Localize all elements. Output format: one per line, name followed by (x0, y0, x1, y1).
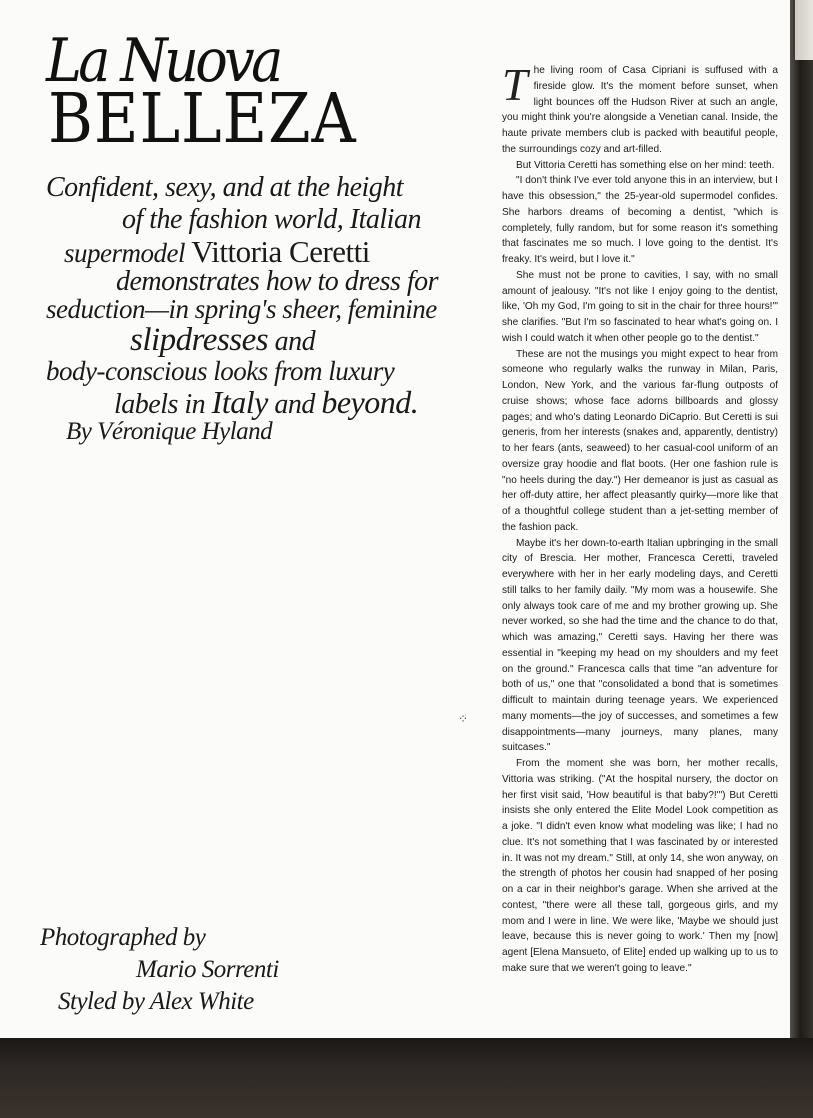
byline: By Véronique Hyland (66, 418, 273, 445)
title-script-line: La Nuova (46, 26, 280, 96)
deck-line: slipdresses and (130, 322, 316, 358)
next-page-edge (795, 0, 813, 60)
article-paragraph: From the moment she was born, her mother recalls, Vittoria was striking. ("At the hospital nursery, the doctor on her first visit said, 'How beautiful is that baby?!'") But Ceretti insists she only entered the Elite Model Look competition as a joke. "I didn't even know what modeling was like; I had no clue. It's not something that I was fascinated by or interested in. It was not my dream." Still, at only 14, she won anyway, on the strength of photos her cousin had snapped of her posing on a car in their neighbor's garage. When she arrived at the contest, "there were all these tall, gorgeous girls, and my mom and I were in line. We were like, 'Maybe we should just leave, because this is never going to work.' Then my [now] agent [Elena Mansueto, of Elite] ended up walking up to us to make sure that we weren't going to leave." (502, 758, 778, 974)
credit-photographer: Mario Sorrenti (136, 956, 279, 983)
article-paragraph: The living room of Casa Cipriani is suffused with a fireside glow. It's the moment before sunset, when light bounces off the Hudson River at such an angle, you might think you're alongside a Venetian canal. Inside, the haute private members club is packed with beautiful people, the surroundings cozy and art-filled. (502, 59, 778, 155)
dropcap: T (502, 59, 528, 110)
deck-line: of the fashion world, Italian (122, 204, 421, 235)
article-paragraph: But Vittoria Ceretti has something else on her mind: teeth. (516, 159, 775, 171)
article-paragraph: She must not be prone to cavities, I say, with no small amount of jealousy. "It's not like I enjoy going to the dentist, like, 'Oh my God, I'm going to sit in the chair for three hours!'" she clarifies. "But I'm so fascinated to hear what's going on. I wish I could watch it when other people go to the dentist." (502, 269, 778, 344)
article-body (502, 59, 778, 977)
deck-name: Vittoria Ceretti (191, 234, 370, 269)
deck-line: seduction—in spring's sheer, feminine (46, 294, 437, 324)
scan-bottom-shadow (0, 1038, 813, 1118)
title-caps-line: BELLEZA (48, 80, 357, 159)
deck-line: labels in Italy and beyond. (114, 384, 419, 420)
deck-line: body-conscious looks from luxury (46, 356, 395, 386)
article-paragraph: Maybe it's her down-to-earth Italian upbringing in the small city of Brescia. Her mother, Francesca Ceretti, traveled everywhere with her in her early modeling days, and Ceretti still talks to her family daily. "My mom was a housewife. She only always took care of me and my brother growing up. She never worked, so she had the time and the chance to do that, which was amazing," Ceretti says. Having her there was essential in "keeping my head on my shoulders and my feet on the ground." Francesca calls that time "an adventure for both of us," one that "consolidated a bond that is sometimes difficult to maintain during teenage years. We experienced many moments—the joy of successes, and sometimes a few disappointments—many journeys, many planes, many suitcases." (502, 537, 778, 754)
credit-stylist: Styled by Alex White (58, 988, 254, 1015)
article-paragraph: These are not the musings you might expect to hear from someone who regularly walks the runway in Milan, Paris, London, New York, and the various far-flung outposts of cruise shows; whose face adorns billboards and glossy pages; and who's dating Leonardo DiCaprio. But Ceretti is sui generis, from her interests (snakes and, apparently, dentistry) to her fears (ants, seaweed) to her casual-cool uniform of an oversize gray hoodie and flat boots. (Her one fashion rule is "no heels during the day.") Her demeanor is just as casual as her off-duty attire, her affect pleasantly quirky—more like that of a thoughtful college student than a jet-setting member of the fashion pack. (502, 348, 778, 533)
deck-line: demonstrates how to dress for (116, 266, 439, 297)
credit-photographed-by: Photographed by (40, 924, 206, 951)
page-spine-shadow (790, 0, 813, 1050)
print-smudge: ⁘ (458, 712, 469, 726)
deck-line: supermodel Vittoria Ceretti (64, 234, 370, 269)
deck-line: Confident, sexy, and at the height (46, 172, 404, 203)
article-paragraph: "I don't think I've ever told anyone this in an interview, but I have this obsession," the 25-year-old supermodel confides. She harbors dreams of becoming a dentist, "which is completely, fully random, but for some reason it's something that fascinates me so much. I love going to the dentist. It's freaky. It's weird, but I love it." (502, 175, 778, 265)
